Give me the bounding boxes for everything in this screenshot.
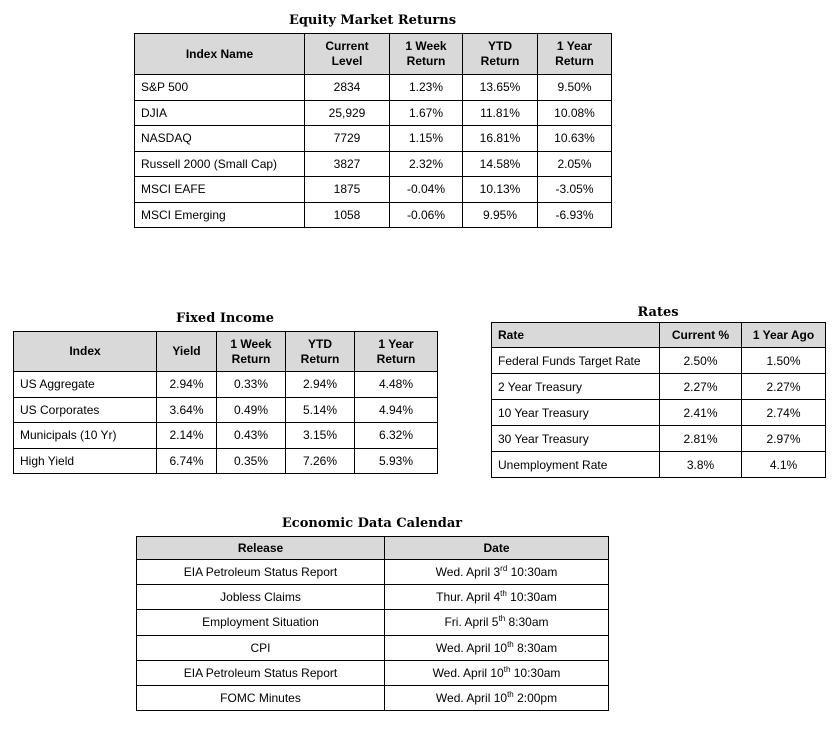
table-cell: 13.65% [463,75,538,101]
table-row [14,423,438,449]
date-cell [385,635,609,660]
table-cell: Federal Funds Target Rate [492,348,660,374]
table-cell: 0.35% [217,448,286,474]
table-row [14,448,438,474]
table-cell: 2.27% [742,374,826,400]
calendar-title: Economic Data Calendar [281,516,463,531]
date-text: Fri. April 5 [444,615,499,630]
table-cell: 2834 [305,75,390,101]
table-cell: 1.50% [742,348,826,374]
table-cell: 1.15% [390,126,463,152]
table-cell: 5.93% [355,448,438,474]
date-cell [385,660,609,685]
table-row [135,100,612,126]
table-cell: 6.32% [355,423,438,449]
table-cell: High Yield [14,448,157,474]
rates-header-current: Current % [660,323,742,348]
equity-header-ytd-return: YTD Return [463,34,538,75]
table-row [137,610,609,635]
table-cell: 1875 [305,177,390,203]
calendar-header-release: Release [137,537,385,560]
date-ordinal-suffix: th [507,639,514,649]
rates-body [492,348,826,478]
table-cell: 1.23% [390,75,463,101]
date-ordinal-suffix: th [498,614,506,624]
table-cell: -6.93% [538,202,612,228]
equity-section [134,12,611,228]
table-cell: 3.64% [157,397,217,423]
rates-header-rate: Rate [492,323,660,348]
table-cell: 2.94% [157,372,217,398]
calendar-table [136,536,609,711]
table-cell: 4.48% [355,372,438,398]
table-cell: S&P 500 [135,75,305,101]
fixed-income-header-ytd-return: YTD Return [286,332,355,372]
table-row [137,635,609,660]
date-text: Wed. April 10 [432,665,504,680]
table-row [492,400,826,426]
table-row [492,348,826,374]
equity-body [135,75,612,228]
equity-header-1-year-return: 1 Year Return [538,34,612,75]
fixed-income-body [14,372,438,474]
fixed-income-title: Fixed Income [176,311,274,326]
table-cell: Russell 2000 (Small Cap) [135,151,305,177]
table-cell: -0.06% [390,202,463,228]
calendar-body [137,560,609,711]
table-cell: 2.32% [390,151,463,177]
table-row [137,560,609,585]
date-ordinal-suffix: th [500,589,507,599]
table-row [137,585,609,610]
calendar-section [136,515,608,711]
fixed-income-table [13,331,438,474]
date-time: 10:30am [506,590,557,605]
table-row [135,177,612,203]
table-cell: 10 Year Treasury [492,400,660,426]
table-cell: 9.95% [463,202,538,228]
rates-header-row [492,323,826,348]
rates-table [491,322,826,478]
table-cell: US Corporates [14,397,157,423]
fixed-income-section [13,310,437,474]
date-text: Thur. April 4 [436,590,501,605]
table-row [492,452,826,478]
equity-header-index-name: Index Name [135,34,305,75]
equity-title: Equity Market Returns [288,13,457,28]
table-row [135,151,612,177]
table-cell: 14.58% [463,151,538,177]
date-cell [385,560,609,585]
fixed-income-header-row [14,332,438,372]
table-row [492,374,826,400]
rates-section [491,304,825,478]
equity-header-1-week-return: 1 Week Return [390,34,463,75]
table-cell: 11.81% [463,100,538,126]
table-cell: Municipals (10 Yr) [14,423,157,449]
date-text: Wed. April 10 [435,640,508,655]
fixed-income-header-index: Index [14,332,157,372]
equity-header-row [135,34,612,75]
table-cell: 0.43% [217,423,286,449]
date-cell [385,610,609,635]
date-cell [385,685,609,710]
table-cell: 2 Year Treasury [492,374,660,400]
table-cell: 10.13% [463,177,538,203]
table-cell: 10.63% [538,126,612,152]
table-cell: 2.97% [742,426,826,452]
date-time: 10:30am [507,565,558,580]
table-cell: 0.49% [217,397,286,423]
table-cell: US Aggregate [14,372,157,398]
equity-header-current-level: Current Level [305,34,390,75]
calendar-header-row [137,537,609,560]
table-cell: -3.05% [538,177,612,203]
table-cell: 7729 [305,126,390,152]
table-row [135,202,612,228]
equity-table [134,33,612,228]
table-row [137,660,609,685]
table-cell: 3827 [305,151,390,177]
rates-header-1-year-ago: 1 Year Ago [742,323,826,348]
table-cell: 2.81% [660,426,742,452]
table-cell: MSCI Emerging [135,202,305,228]
table-cell: 2.94% [286,372,355,398]
table-cell: 4.94% [355,397,438,423]
table-cell: Unemployment Rate [492,452,660,478]
date-time: 2:00pm [513,691,558,706]
table-cell: 2.14% [157,423,217,449]
table-cell: 3.15% [286,423,355,449]
table-cell: 16.81% [463,126,538,152]
date-ordinal-suffix: rd [500,564,508,574]
release-cell: Employment Situation [137,610,385,635]
table-cell: -0.04% [390,177,463,203]
release-cell: Jobless Claims [137,585,385,610]
date-time: 8:30am [505,615,549,630]
release-cell: EIA Petroleum Status Report [137,660,385,685]
table-cell: MSCI EAFE [135,177,305,203]
table-cell: 10.08% [538,100,612,126]
table-cell: 2.74% [742,400,826,426]
table-row [14,397,438,423]
table-cell: 0.33% [217,372,286,398]
fixed-income-header-yield: Yield [157,332,217,372]
table-cell: 9.50% [538,75,612,101]
date-ordinal-suffix: th [507,690,514,700]
table-cell: 2.50% [660,348,742,374]
table-row [135,126,612,152]
date-cell [385,585,609,610]
table-cell: 25,929 [305,100,390,126]
rates-title: Rates [637,305,679,320]
release-cell: FOMC Minutes [137,685,385,710]
table-cell: 4.1% [742,452,826,478]
table-row [137,685,609,710]
table-cell: 1.67% [390,100,463,126]
table-cell: 2.27% [660,374,742,400]
table-cell: 1058 [305,202,390,228]
table-cell: 7.26% [286,448,355,474]
table-cell: 2.41% [660,400,742,426]
date-time: 10:30am [510,665,561,680]
table-cell: NASDAQ [135,126,305,152]
release-cell: CPI [137,635,385,660]
table-cell: 2.05% [538,151,612,177]
date-text: Wed. April 3 [435,565,501,580]
table-cell: 6.74% [157,448,217,474]
release-cell: EIA Petroleum Status Report [137,560,385,585]
calendar-header-date: Date [385,537,609,560]
table-cell: 3.8% [660,452,742,478]
date-text: Wed. April 10 [435,691,508,706]
table-cell: DJIA [135,100,305,126]
table-row [14,372,438,398]
fixed-income-header-1-year-return: 1 Year Return [355,332,438,372]
table-cell: 5.14% [286,397,355,423]
fixed-income-header-1-week-return: 1 Week Return [217,332,286,372]
table-row [492,426,826,452]
table-row [135,75,612,101]
date-ordinal-suffix: th [503,664,511,674]
date-time: 8:30am [513,640,558,655]
table-cell: 30 Year Treasury [492,426,660,452]
